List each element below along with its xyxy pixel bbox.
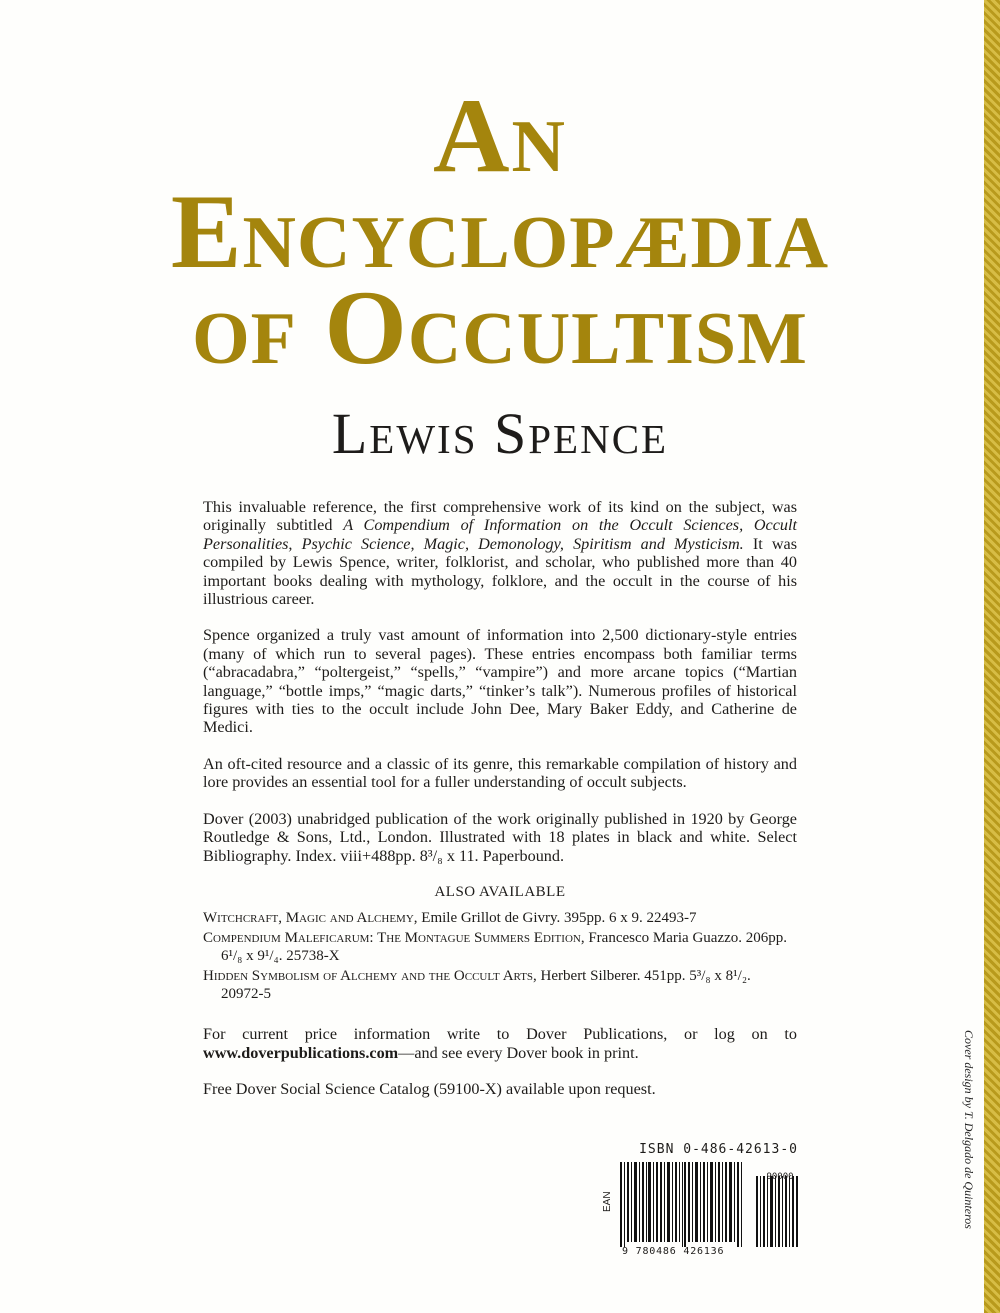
title-line-3: of Occultism — [192, 269, 808, 386]
ean-label: EAN — [602, 1191, 613, 1212]
catalog-note: Free Dover Social Science Catalog (59100-X) available upon request. — [203, 1080, 656, 1099]
description-paragraph-3: An oft-cited resource and a classic of its genre, this remarkable compilation of history and lore provides an essential tool for a fuller understanding of occult subjects. — [203, 754, 797, 792]
title-line-1: An — [433, 77, 567, 194]
also-available-heading: ALSO AVAILABLE — [434, 883, 566, 900]
ean-digits: 9 780486 426136 — [622, 1246, 725, 1257]
back-cover-copy — [203, 498, 797, 1117]
also-available-item: Hidden Symbolism of Alchemy and the Occult Arts, Herbert Silberer. 451pp. 5³/₈ x 8¹/₂. 20972-5 — [203, 968, 751, 1003]
also-available-item: Compendium Maleficarum: The Montague Summers Edition, Francesco Maria Guazzo. 206pp. 6¹/₈ x 9¹/₄. 25738-X — [203, 930, 788, 965]
description-paragraph-1: This invaluable reference, the first comprehensive work of its kind on the subject, was originally subtitled A Compendium of Information on the Occult Sciences, Occult Personalities, Psychic Science, Magic, Demonology, Spiritism and Mysticism. It was compiled by Lewis Spence, writer, folklorist, and scholar, who published more than 40 important books dealing with mythology, folklore, and the occult in the course of his illustrious career. — [203, 498, 797, 609]
subtitle-italic: A Compendium of Information on the Occult Sciences, Occult Personalities, Psychic Science, Magic, Demonology, Spiritism and Mysticism. — [203, 516, 797, 553]
also-available-item: Witchcraft, Magic and Alchemy, Emile Grillot de Givry. 395pp. 6 x 9. 22493-7 — [203, 910, 697, 927]
description-paragraph-2: Spence organized a truly vast amount of information into 2,500 dictionary-style entries (many of which run to several pages). These entries encompass both familiar terms (“abracadabra,” “poltergeist,” “spells,” “vampire”) and more arcane topics (“Martian language,” “bottle imps,” “magic darts,” “tinker’s talk”). Numerous profiles of historical figures with ties to the occult include John Dee, Mary Baker Eddy, and Catherine de Medici. — [203, 626, 797, 737]
website-link[interactable]: www.doverpublications.com — [203, 1043, 399, 1062]
cover-design-credit: Cover design by T. Delgado de Quinteros — [962, 1030, 976, 1229]
contact-info: For current price information write to Dover Publications, or log on to www.doverpublications.com—and see every Dover book in print. — [203, 1025, 797, 1062]
publication-details: Dover (2003) unabridged publication of the work originally published in 1920 by George Routledge & Sons, Ltd., London. Illustrated with 18 plates in black and white. Select Bibliography. Index. viii+488pp. 8³/₈ x 11. Paperbound. — [203, 809, 797, 865]
author-name: Lewis Spence — [331, 401, 669, 466]
book-title — [0, 77, 1000, 386]
isbn-number: ISBN 0-486-42613-0 — [639, 1142, 798, 1157]
barcode-block — [600, 1142, 800, 1262]
title-line-2: Encyclopædia — [170, 173, 830, 290]
price-addon-digits: 90000 — [766, 1172, 794, 1182]
